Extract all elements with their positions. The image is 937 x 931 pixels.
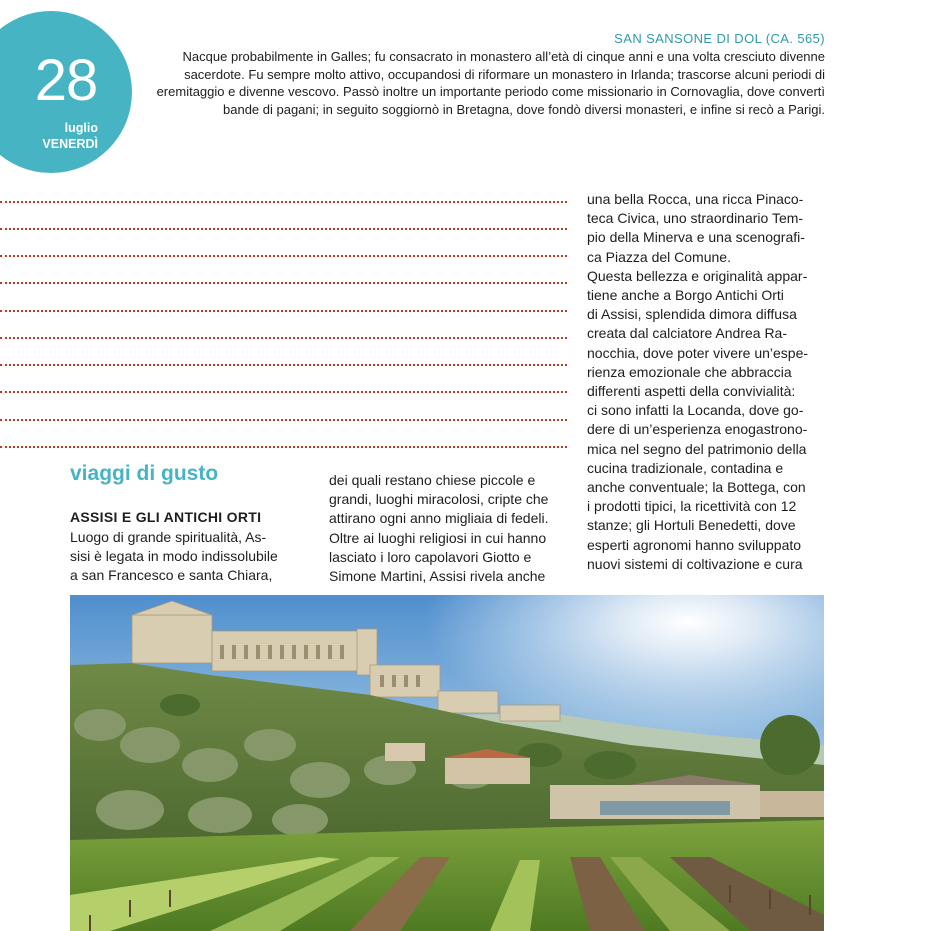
note-line xyxy=(0,310,567,312)
note-line xyxy=(0,255,567,257)
weekday-label: VENERDÌ xyxy=(42,137,98,151)
article-title: ASSISI E GLI ANTICHI ORTI xyxy=(70,509,262,525)
article-column-3: una bella Rocca, una ricca Pinaco- teca Civica, uno straordinario Tem- pio della Minerva e una scenografi- ca Piazza del Comune. Questa bellezza e originalità appar- tiene anche a Borgo Antichi Orti di Assisi, splendida dimora diffusa creata dal calciatore Andrea Ra- nocchia, dove poter vivere un’espe- rienza emozionale che abbraccia differenti aspetti della convivialità: ci sono infatti la Locanda, dove go- dere di un’esperienza enogastrono- mica nel segno del patrimonio della cucina tradizionale, contadina e anche conventuale; la Bottega, con i prodotti tipici, la ricettività con 12 stanze; gli Hortuli Benedetti, dove esperti agronomi hanno sviluppato nuovi sistemi di coltivazione e cura xyxy=(587,191,809,572)
note-line xyxy=(0,337,567,339)
note-line xyxy=(0,228,567,230)
saint-text: Nacque probabilmente in Galles; fu consacrato in monastero all’età di cinque anni e una volta cresciuto divenne sacerdote. Fu sempre molto attivo, occupandosi di riformare un monastero in Irlanda; trascorse alcuni periodi di eremitaggio e divenne vescovo. Passò inoltre un importante periodo come missionario in Cornovaglia, dove convertì bande di pagani; in seguito soggiornò in Bretagna, dove fondò diversi monasteri, e infine si recò a Parigi. xyxy=(156,49,825,117)
assisi-landscape-photo xyxy=(70,595,824,931)
day-number: 28 xyxy=(34,48,98,113)
article-column-2: dei quali restano chiese piccole e grandi, luoghi miracolosi, cripte che attirano ogni anno migliaia di fedeli. Oltre ai luoghi religiosi in cui hanno lasciato i loro capolavori Giotto e Simone Martini, Assisi rivela anche xyxy=(329,472,549,585)
note-line xyxy=(0,364,567,366)
note-line xyxy=(0,201,567,203)
note-line xyxy=(0,282,567,284)
saint-title: SAN SANSONE DI DOL (CA. 565) xyxy=(614,31,825,46)
section-heading: viaggi di gusto xyxy=(70,462,219,485)
month-label: luglio xyxy=(64,121,98,135)
note-line xyxy=(0,419,567,421)
note-line xyxy=(0,446,567,448)
note-line xyxy=(0,391,567,393)
article-column-1: Luogo di grande spiritualità, As- sisi è legata in modo indissolubile a san Francesco e santa Chiara, xyxy=(70,529,278,584)
